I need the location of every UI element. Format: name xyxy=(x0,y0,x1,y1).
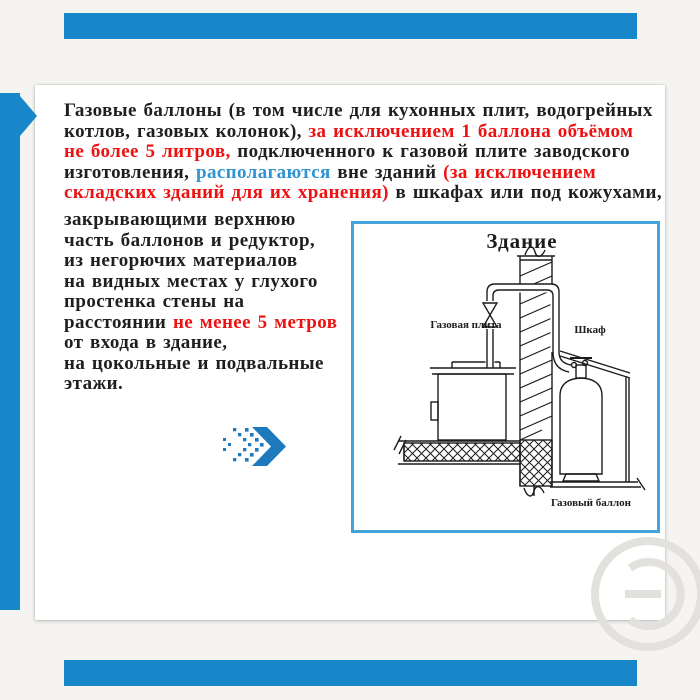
text-segment: располагаются xyxy=(195,161,331,183)
left-ribbon xyxy=(0,93,20,610)
text-segment: закрывающими верхнюю xyxy=(64,209,296,230)
text-segment: складских зданий для их хранения) xyxy=(64,182,389,203)
text-segment: простенка стены на xyxy=(64,291,245,312)
label-cabinet: Шкаф xyxy=(574,324,606,336)
text-segment: на цокольные и подвальные xyxy=(64,352,324,374)
text-segment: изготовления, xyxy=(64,161,196,183)
top-accent-bar xyxy=(64,13,637,39)
double-chevron-icon xyxy=(222,420,292,477)
text-segment: (за исключением xyxy=(443,161,597,183)
text-segment: за исключением 1 баллона объёмом xyxy=(308,120,634,142)
text-segment: Газовые баллоны (в том числе для кухонных плит, водогрейных xyxy=(64,100,653,121)
text-segment: вне зданий xyxy=(330,161,444,183)
bottom-accent-bar xyxy=(64,660,637,686)
text-segment: подключенного к газовой плите заводского xyxy=(230,141,631,162)
text-segment: часть баллонов и редуктор, xyxy=(64,229,316,251)
text-segment: на видных местах у глухого xyxy=(64,270,318,292)
diagram-frame xyxy=(351,221,660,533)
text-segment: от входа в здание, xyxy=(64,332,228,353)
text-segment: в шкафах или под кожухами, xyxy=(388,182,662,203)
text-segment: из негорючих материалов xyxy=(64,250,298,271)
text-segment: этажи. xyxy=(64,373,124,394)
paragraph-left-column xyxy=(64,210,337,395)
building-diagram xyxy=(354,224,657,530)
ribbon-arrow-icon xyxy=(20,96,37,136)
text-segment: не менее 5 метров xyxy=(172,311,338,333)
text-segment: расстоянии xyxy=(64,311,173,333)
label-gas-stove: Газовая плита xyxy=(430,319,502,331)
label-gas-cylinder: Газовый баллон xyxy=(550,497,632,509)
text-segment: котлов, газовых колонок), xyxy=(64,120,309,142)
text-segment: не более 5 литров, xyxy=(64,141,231,162)
paragraph-top xyxy=(64,101,662,204)
diagram-title: Здание xyxy=(486,229,558,253)
